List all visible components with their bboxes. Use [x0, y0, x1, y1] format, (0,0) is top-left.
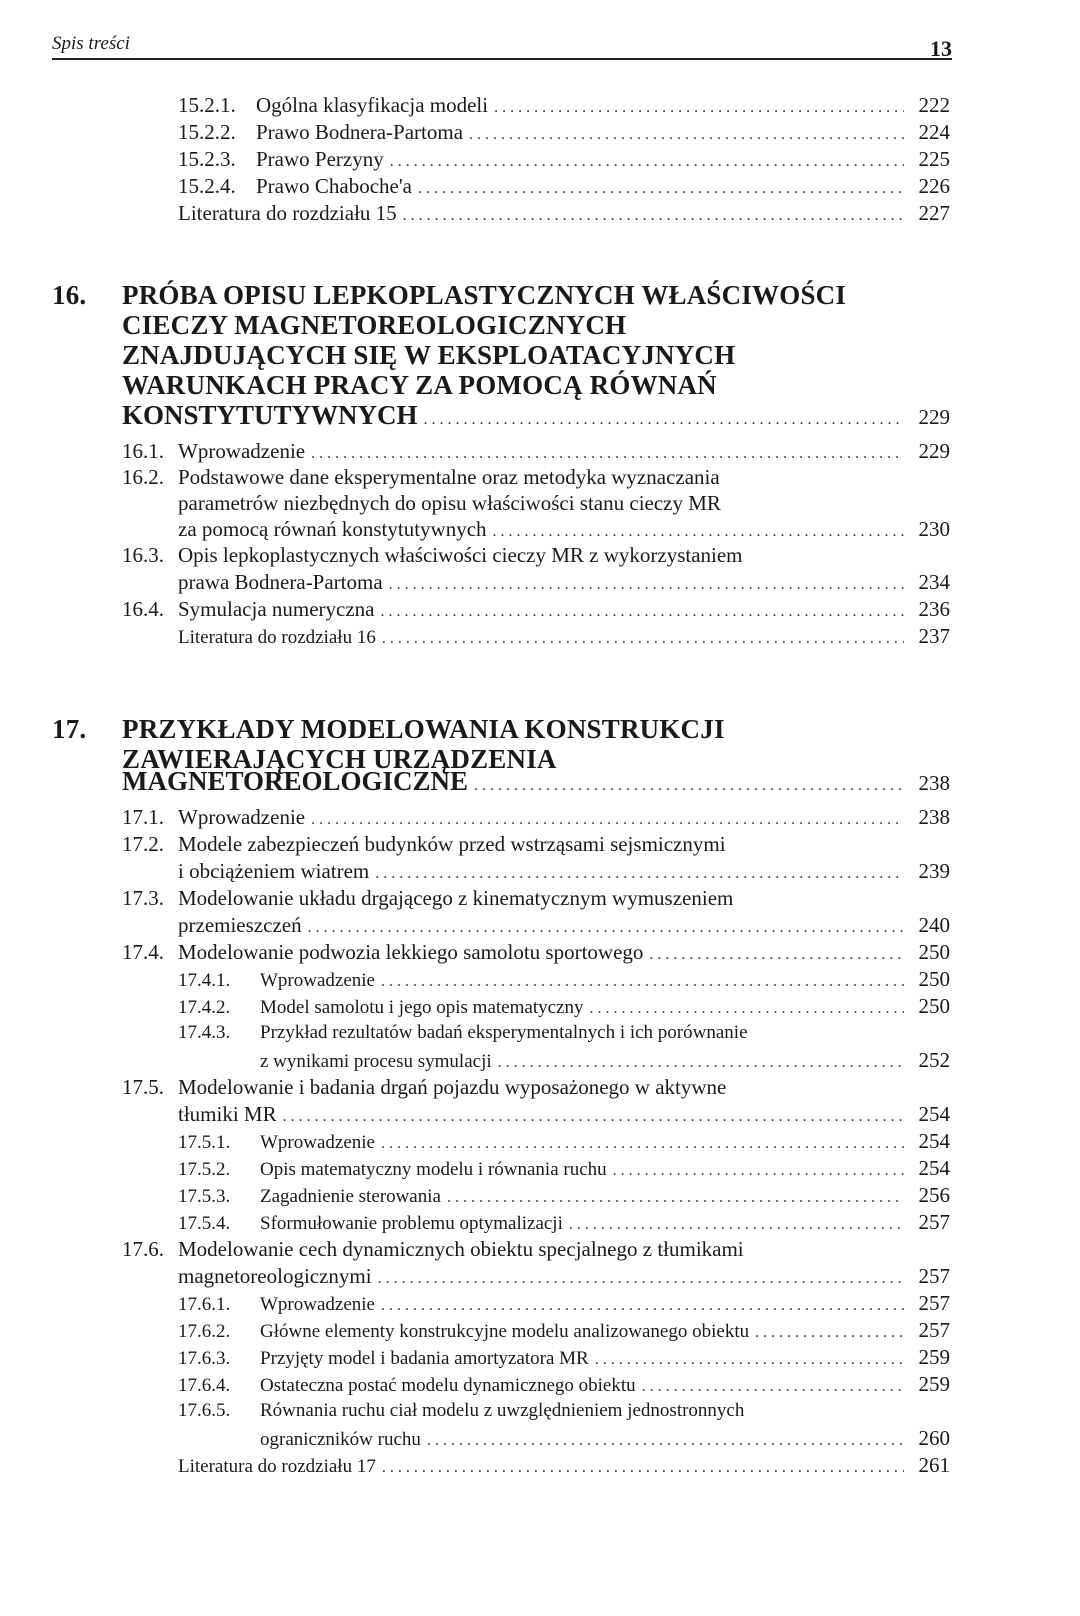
entry-number: 17.5.1.	[178, 1132, 231, 1153]
toc-subentry[interactable]	[178, 1182, 950, 1211]
dot-leader	[381, 969, 904, 995]
entry-title: Zagadnienie sterowania	[260, 1186, 441, 1207]
entry-number: 16.4.	[122, 597, 164, 621]
entry-title: Modelowanie cech dynamicznych obiektu specjalnego z tłumikami	[178, 1237, 744, 1261]
chapter-number: 17.	[52, 714, 87, 744]
entry-page: 257	[918, 1264, 950, 1288]
entry-title: z wynikami procesu symulacji	[260, 1051, 492, 1072]
toc-subentry[interactable]	[178, 1155, 950, 1184]
entry-title: Podstawowe dane eksperymentalne oraz metodyka wyznaczania	[178, 465, 720, 489]
entry-number: 17.6.	[122, 1237, 164, 1261]
toc-entry[interactable]	[178, 119, 950, 148]
toc-subentry[interactable]	[178, 1344, 950, 1373]
chapter-title-line: ZNAJDUJĄCYCH SIĘ W EKSPLOATACYJNYCH	[122, 340, 736, 370]
entry-page: 224	[918, 120, 950, 144]
toc-entry-multiline[interactable]	[122, 1236, 744, 1262]
dot-leader	[382, 626, 904, 652]
entry-title: przemieszczeń	[178, 913, 302, 937]
entry-title: Sformułowanie problemu optymalizacji	[260, 1213, 563, 1234]
toc-subentry[interactable]	[178, 966, 950, 995]
entry-last-line[interactable]	[260, 1425, 950, 1454]
entry-page: 226	[918, 174, 950, 198]
dot-leader	[381, 1131, 904, 1157]
dot-leader	[642, 1374, 904, 1400]
entry-title: prawa Bodnera-Partoma	[178, 570, 383, 594]
running-header	[52, 28, 952, 60]
entry-number: 17.5.	[122, 1075, 164, 1099]
entry-title: Modelowanie podwozia lekkiego samolotu sportowego	[178, 940, 644, 964]
toc-entry[interactable]	[122, 939, 950, 968]
dot-leader	[469, 122, 904, 148]
entry-page: 229	[918, 439, 950, 463]
entry-title: Równania ruchu ciał modelu z uwzględnieniem jednostronnych	[260, 1400, 745, 1421]
dot-leader	[589, 996, 904, 1022]
dot-leader	[381, 599, 904, 625]
dot-leader	[389, 572, 904, 598]
entry-page: 238	[918, 771, 950, 795]
entry-title: Wprowadzenie	[178, 439, 306, 463]
chapter-title-line: PRZYKŁADY MODELOWANIA KONSTRUKCJI	[122, 714, 725, 744]
toc-subentry[interactable]	[178, 1128, 950, 1157]
entry-page: 236	[918, 597, 950, 621]
chapter-title-line: KONSTYTUTYWNYCH	[122, 400, 418, 430]
chapter-title-line: PRÓBA OPISU LEPKOPLASTYCZNYCH WŁAŚCIWOŚCI	[122, 280, 847, 310]
entry-title: Modelowanie układu drgającego z kinematycznym wymuszeniem	[178, 886, 734, 910]
entry-number: 16.1.	[122, 439, 164, 463]
entry-title: Ogólna klasyfikacja modeli	[256, 93, 489, 117]
entry-title: Literatura do rozdziału 16	[178, 627, 376, 648]
entry-number: 17.6.2.	[178, 1321, 231, 1342]
entry-page: 256	[918, 1183, 950, 1207]
entry-title: Ostateczna postać modelu dynamicznego obiektu	[260, 1375, 636, 1396]
entry-page: 229	[918, 405, 950, 429]
dot-leader	[308, 915, 904, 941]
toc-subentry[interactable]	[178, 1290, 950, 1319]
entry-number: 17.6.4.	[178, 1375, 231, 1396]
entry-title: Wprowadzenie	[260, 970, 375, 991]
entry-number: 17.4.3.	[178, 1022, 231, 1043]
dot-leader	[613, 1158, 904, 1184]
entry-page: 234	[918, 570, 950, 594]
entry-page: 260	[918, 1426, 950, 1450]
entry-page: 250	[918, 940, 950, 964]
dot-leader	[378, 1266, 904, 1292]
toc-literature-17[interactable]	[178, 1452, 950, 1481]
entry-title: magnetoreologicznymi	[178, 1264, 372, 1288]
dot-leader	[427, 1428, 904, 1454]
entry-title: Literatura do rozdziału 17	[178, 1456, 376, 1477]
dot-leader	[474, 769, 904, 803]
dot-leader	[498, 1050, 904, 1076]
chapter-title-line: WARUNKACH PRACY ZA POMOCĄ RÓWNAŃ	[122, 370, 717, 400]
entry-last-line[interactable]	[178, 516, 950, 545]
chapter-17-last-line[interactable]	[122, 764, 950, 803]
dot-leader	[403, 203, 904, 229]
entry-title: Przykład rezultatów badań eksperymentalnych i ich porównanie	[260, 1022, 748, 1043]
entry-page: 225	[918, 147, 950, 171]
entry-number: 17.6.1.	[178, 1294, 231, 1315]
entry-number: 17.4.1.	[178, 970, 231, 991]
entry-title: Symulacja numeryczna	[178, 597, 375, 621]
toc-subentry[interactable]	[178, 1371, 950, 1400]
entry-page: 257	[918, 1210, 950, 1234]
toc-subentry[interactable]	[178, 993, 950, 1022]
toc-entry-multiline[interactable]	[122, 1074, 726, 1100]
toc-subentry[interactable]	[178, 1209, 950, 1238]
dot-leader	[418, 176, 904, 202]
toc-entry-multiline[interactable]	[122, 464, 720, 490]
entry-title: Model samolotu i jego opis matematyczny	[260, 997, 584, 1018]
dot-leader	[755, 1320, 904, 1346]
toc-literature-16[interactable]	[178, 623, 950, 652]
entry-page: 227	[918, 201, 950, 225]
entry-page: 254	[918, 1129, 950, 1153]
entry-title: Wprowadzenie	[178, 805, 306, 829]
entry-title: Literatura do rozdziału 15	[178, 201, 397, 225]
entry-last-line[interactable]	[260, 1047, 950, 1076]
toc-entry-multiline[interactable]	[122, 542, 743, 568]
entry-page: 261	[918, 1453, 950, 1477]
entry-page: 237	[918, 624, 950, 648]
entry-last-line[interactable]	[178, 569, 950, 598]
entry-title: i obciążeniem wiatrem	[178, 859, 370, 883]
entry-page: 250	[918, 994, 950, 1018]
chapter-title-line: MAGNETOREOLOGICZNE	[122, 766, 469, 796]
entry-number: 17.5.4.	[178, 1213, 231, 1234]
entry-title: ograniczników ruchu	[260, 1429, 421, 1450]
chapter-title-line: CIECZY MAGNETOREOLOGICZNYCH	[122, 310, 627, 340]
toc-entry[interactable]	[178, 173, 950, 202]
toc-subentry-multiline[interactable]	[178, 1020, 748, 1046]
entry-title: tłumiki MR	[178, 1102, 277, 1126]
entry-number: 16.3.	[122, 543, 164, 567]
entry-page: 257	[918, 1291, 950, 1315]
entry-page: 254	[918, 1102, 950, 1126]
entry-title: Opis matematyczny modelu i równania ruchu	[260, 1159, 607, 1180]
dot-leader	[649, 942, 904, 968]
entry-page: 259	[918, 1372, 950, 1396]
toc-entry[interactable]	[178, 92, 950, 121]
entry-number: 17.2.	[122, 832, 164, 856]
entry-page: 239	[918, 859, 950, 883]
entry-last-line[interactable]	[178, 912, 950, 941]
entry-number: 17.5.3.	[178, 1186, 231, 1207]
dot-leader	[311, 807, 904, 833]
toc-entry[interactable]	[122, 804, 950, 833]
entry-last-line[interactable]	[178, 1101, 950, 1130]
entry-page: 250	[918, 967, 950, 991]
toc-entry[interactable]	[122, 438, 950, 467]
entry-number: 17.6.5.	[178, 1400, 231, 1421]
entry-title: Przyjęty model i badania amortyzatora MR	[260, 1348, 589, 1369]
entry-number: 17.1.	[122, 805, 164, 829]
entry-number: 16.2.	[122, 465, 164, 489]
dot-leader	[569, 1212, 904, 1238]
entry-page: 257	[918, 1318, 950, 1342]
entry-page: 222	[918, 93, 950, 117]
entry-number: 17.3.	[122, 886, 164, 910]
entry-title: Modele zabezpieczeń budynków przed wstrząsami sejsmicznymi	[178, 832, 726, 856]
toc-entry[interactable]	[178, 146, 950, 175]
chapter-number: 16.	[52, 280, 87, 310]
entry-title: za pomocą równań konstytutywnych	[178, 517, 487, 541]
dot-leader	[381, 1293, 904, 1319]
entry-page: 238	[918, 805, 950, 829]
entry-number: 17.4.2.	[178, 997, 231, 1018]
chapter-title-line: ZAWIERAJĄCYCH URZĄDZENIA	[122, 744, 557, 774]
toc-entry-multiline[interactable]	[122, 885, 733, 911]
dot-leader	[382, 1455, 904, 1481]
entry-number: 15.2.1.	[178, 93, 236, 117]
toc-subentry[interactable]	[178, 1317, 950, 1346]
entry-title: Prawo Perzyny	[256, 147, 384, 171]
toc-literature-15[interactable]	[178, 200, 950, 229]
entry-number: 17.4.	[122, 940, 164, 964]
toc-entry-multiline[interactable]	[122, 831, 726, 857]
running-header-title: Spis treści	[52, 33, 130, 54]
entry-last-line[interactable]	[178, 1263, 950, 1292]
dot-leader	[447, 1185, 904, 1211]
entry-title: Prawo Bodnera-Partoma	[256, 120, 464, 144]
entry-title: Wprowadzenie	[260, 1294, 375, 1315]
entry-title: Główne elementy konstrukcyjne modelu analizowanego obiektu	[260, 1321, 750, 1342]
toc-subentry-multiline[interactable]	[178, 1398, 744, 1424]
dot-leader	[595, 1347, 904, 1373]
entry-title: Prawo Chaboche'a	[256, 174, 412, 198]
entry-number: 15.2.3.	[178, 147, 236, 171]
entry-title-continuation: parametrów niezbędnych do opisu właściwości stanu cieczy MR	[178, 491, 721, 515]
entry-page: 259	[918, 1345, 950, 1369]
dot-leader	[375, 861, 904, 887]
chapter-16-last-line[interactable]	[122, 398, 950, 437]
entry-number: 15.2.4.	[178, 174, 236, 198]
dot-leader	[494, 95, 904, 121]
entry-last-line[interactable]	[178, 858, 950, 887]
entry-title: Modelowanie i badania drgań pojazdu wyposażonego w aktywne	[178, 1075, 727, 1099]
toc-entry[interactable]	[122, 596, 950, 625]
dot-leader	[424, 403, 904, 437]
entry-page: 230	[918, 517, 950, 541]
entry-title: Opis lepkoplastycznych właściwości cieczy MR z wykorzystaniem	[178, 543, 743, 567]
entry-page: 252	[918, 1048, 950, 1072]
entry-title: Wprowadzenie	[260, 1132, 375, 1153]
page-number: 13	[930, 36, 952, 61]
entry-page: 254	[918, 1156, 950, 1180]
entry-number: 17.5.2.	[178, 1159, 231, 1180]
entry-number: 15.2.2.	[178, 120, 236, 144]
dot-leader	[283, 1104, 904, 1130]
entry-page: 240	[918, 913, 950, 937]
dot-leader	[390, 149, 904, 175]
entry-number: 17.6.3.	[178, 1348, 231, 1369]
